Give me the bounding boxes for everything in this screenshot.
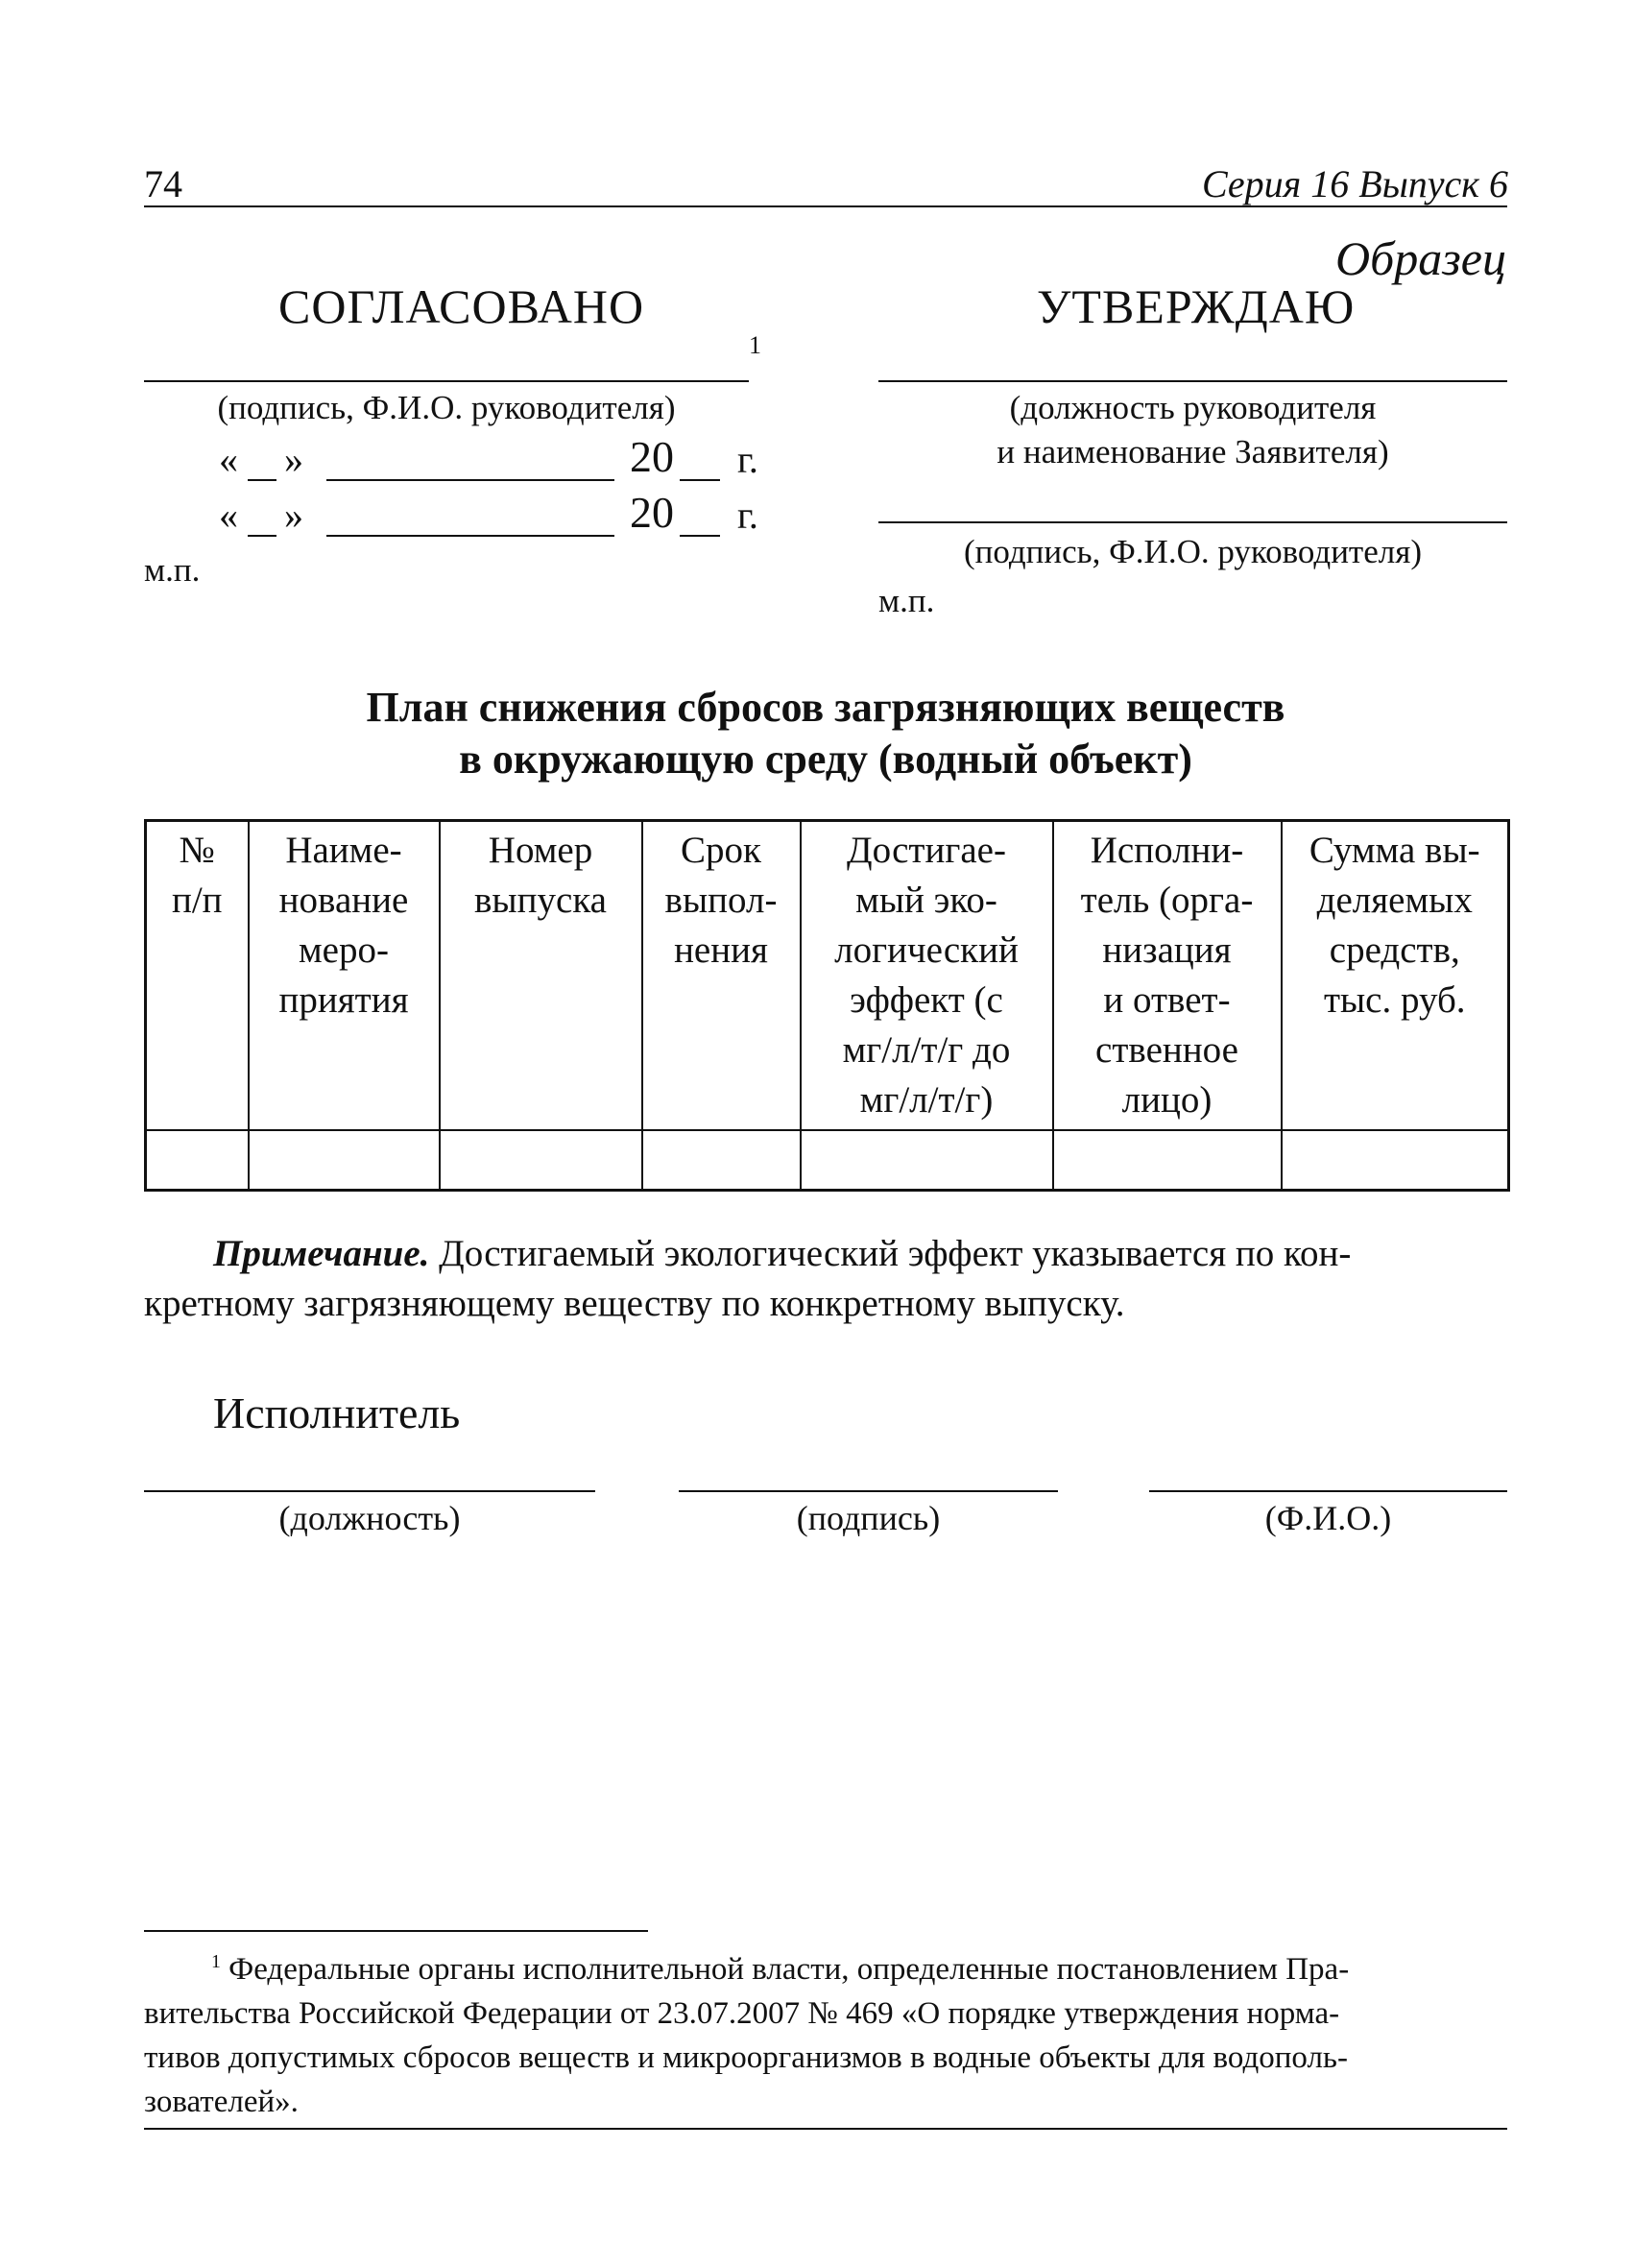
day-blank (248, 479, 276, 481)
col-deadline: Срок выпол- нения (642, 821, 801, 1131)
agreed-date-line-2 (219, 488, 766, 546)
document-title (144, 682, 1507, 785)
day-blank (248, 535, 276, 537)
header-rule (144, 205, 1507, 207)
sample-label: Образец (1335, 231, 1506, 285)
approve-signature-line (878, 521, 1507, 523)
name-line (1149, 1490, 1507, 1492)
page-number: 74 (144, 162, 182, 205)
caption-line-1: (должность руководителя (1009, 389, 1377, 426)
table-cell (1053, 1130, 1282, 1191)
position-caption: (должность) (278, 1499, 461, 1537)
footnote-line-3: тивов допустимых сбросов веществ и микроорганизмов в водные объекты для водополь- (144, 2040, 1348, 2075)
caption-line-2: и наименование Заявителя) (997, 433, 1389, 470)
footnote-line-1: $^1$ Федеральные органы исполнительной власти, определенные постановлением Пра- (211, 1951, 1350, 1987)
year-blank (680, 535, 720, 537)
agreed-title: СОГЛАСОВАНО (278, 279, 645, 333)
approve-position-line (878, 380, 1507, 382)
quote-close: » (284, 494, 303, 537)
col-executor: Исполни- тель (орга- низация и ответ- ственное лицо) (1053, 821, 1282, 1131)
title-line-1: План снижения сбросов загрязняющих веществ (366, 684, 1285, 731)
quote-open: « (219, 494, 238, 537)
table-cell (146, 1130, 249, 1191)
approve-stamp: м.п. (878, 582, 935, 619)
name-caption: (Ф.И.О.) (1264, 1499, 1392, 1537)
year-prefix: 20 (630, 488, 674, 537)
approve-title: УТВЕРЖДАЮ (1037, 279, 1356, 333)
table-cell (801, 1130, 1053, 1191)
table-cell (440, 1130, 642, 1191)
series-label: Серия 16 Выпуск 6 (1201, 162, 1508, 205)
plan-table (144, 819, 1510, 1192)
table-cell (1282, 1130, 1509, 1191)
executor-title: Исполнитель (213, 1388, 461, 1437)
agreed-stamp: м.п. (144, 551, 201, 589)
table-row (146, 1130, 1509, 1191)
note-label: Примечание. (213, 1233, 430, 1274)
quote-close: » (284, 438, 303, 481)
quote-open: « (219, 438, 238, 481)
month-blank (326, 535, 614, 537)
note-text-2: кретному загрязняющему веществу по конкретному выпуску. (144, 1283, 1125, 1324)
note-paragraph (144, 1229, 1507, 1329)
col-eco-effect: Достигае- мый эко- логический эффект (с мг/л/т/г до мг/л/т/г) (801, 821, 1053, 1131)
footer-rule (144, 2128, 1507, 2130)
note-text-1: Достигаемый экологический эффект указывается по кон- (439, 1233, 1352, 1274)
year-prefix: 20 (630, 432, 674, 481)
year-suffix: г. (737, 494, 758, 537)
footnote-separator (144, 1930, 648, 1932)
month-blank (326, 479, 614, 481)
signature-line (679, 1490, 1058, 1492)
approve-signature-caption: (подпись, Ф.И.О. руководителя) (964, 533, 1422, 570)
footnote-line-4: зователей». (144, 2085, 299, 2119)
col-outlet-number: Номер выпуска (440, 821, 642, 1131)
agreed-date-line-1 (219, 432, 766, 491)
table-header-row (146, 821, 1509, 1131)
footnote-mark: 1 (749, 331, 761, 359)
table-cell (642, 1130, 801, 1191)
col-activity-name: Наиме- нование меро- приятия (249, 821, 440, 1131)
footnote-line-2: вительства Российской Федерации от 23.07.2007 № 469 «О порядке утверждения норма- (144, 1996, 1340, 2031)
position-line (144, 1490, 595, 1492)
note-line-1 (144, 1229, 1507, 1279)
year-suffix: г. (737, 438, 758, 481)
agreed-signature-caption: (подпись, Ф.И.О. руководителя) (217, 389, 676, 426)
year-blank (680, 479, 720, 481)
approve-position-caption (878, 386, 1507, 474)
agreed-signature-line (144, 380, 749, 382)
footnote (144, 1940, 1507, 2124)
col-number: № п/п (146, 821, 249, 1131)
table-cell (249, 1130, 440, 1191)
footnote-mark: 1 (211, 1951, 221, 1972)
col-funds: Сумма вы- деляемых средств, тыс. руб. (1282, 821, 1509, 1131)
title-line-2: в окружающую среду (водный объект) (459, 736, 1192, 783)
signature-caption: (подпись) (796, 1499, 941, 1537)
